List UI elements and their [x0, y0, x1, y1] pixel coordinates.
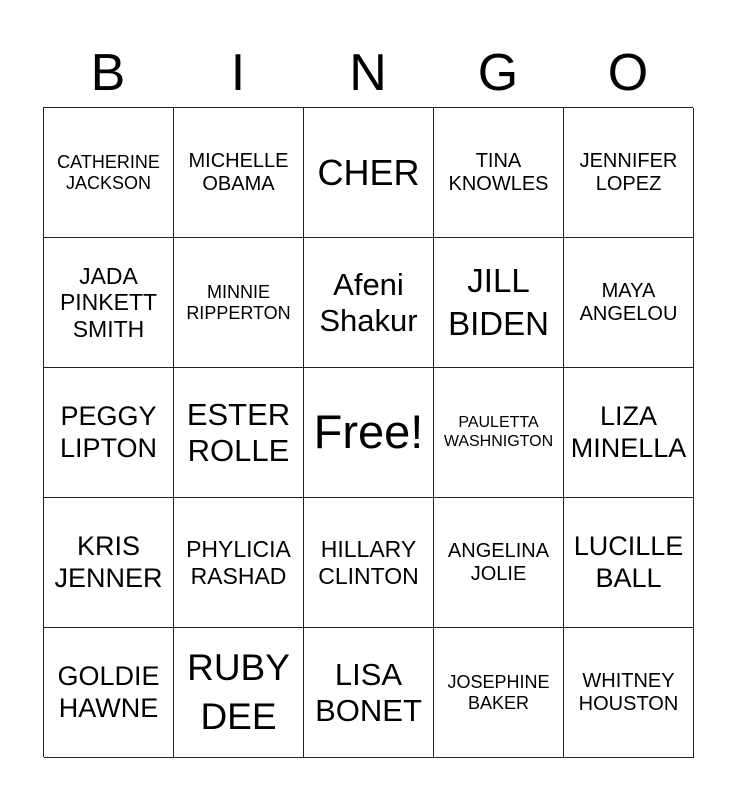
cell-label: HILLARY CLINTON — [318, 536, 419, 589]
bingo-cell-r5c1[interactable] — [44, 628, 174, 758]
bingo-cell-free[interactable] — [304, 368, 434, 498]
bingo-cell-r5c2[interactable] — [174, 628, 304, 758]
cell-label: PAULETTA WASHNIGTON — [443, 414, 554, 450]
bingo-cell-r5c5[interactable] — [564, 628, 694, 758]
cell-label: JOSEPHINE BAKER — [447, 671, 550, 713]
bingo-cell-r3c5[interactable] — [564, 368, 694, 498]
bingo-cell-r3c1[interactable] — [44, 368, 174, 498]
bingo-cell-r2c5[interactable] — [564, 238, 694, 368]
header-letter-g: G — [477, 44, 519, 102]
bingo-cell-r2c2[interactable] — [174, 238, 304, 368]
cell-label: KRIS JENNER — [54, 531, 163, 593]
cell-label: JADA PINKETT SMITH — [59, 262, 158, 342]
cell-label: LIZA MINELLA — [570, 401, 687, 463]
bingo-cell-r4c2[interactable] — [174, 498, 304, 628]
bingo-cell-r1c2[interactable] — [174, 108, 304, 238]
header-letter-n: N — [349, 44, 387, 102]
bingo-cell-r4c3[interactable] — [304, 498, 434, 628]
bingo-cell-r3c2[interactable] — [174, 368, 304, 498]
cell-label: ANGELINA JOLIE — [447, 539, 550, 585]
bingo-cell-r1c4[interactable] — [434, 108, 564, 238]
cell-label: TINA KNOWLES — [448, 149, 549, 195]
header-letter-o: O — [607, 44, 649, 102]
header-letter-b: B — [90, 44, 126, 102]
bingo-cell-r4c5[interactable] — [564, 498, 694, 628]
bingo-cell-r2c4[interactable] — [434, 238, 564, 368]
cell-label: WHITNEY HOUSTON — [578, 669, 679, 715]
free-space-label: Free! — [313, 405, 424, 459]
cell-label: LUCILLE BALL — [573, 531, 684, 593]
bingo-cell-r3c4[interactable] — [434, 368, 564, 498]
bingo-cell-r4c1[interactable] — [44, 498, 174, 628]
cell-label: LISA BONET — [315, 656, 422, 728]
cell-label: GOLDIE HAWNE — [57, 661, 160, 723]
cell-label: JENNIFER LOPEZ — [579, 149, 678, 195]
bingo-header — [43, 38, 693, 108]
cell-label: RUBY DEE — [187, 647, 290, 737]
cell-label: MAYA ANGELOU — [579, 279, 678, 325]
bingo-cell-r4c4[interactable] — [434, 498, 564, 628]
cell-label: Afeni Shakur — [319, 266, 418, 338]
bingo-cell-r1c5[interactable] — [564, 108, 694, 238]
bingo-cell-r2c1[interactable] — [44, 238, 174, 368]
bingo-board — [43, 107, 693, 757]
bingo-cell-r5c3[interactable] — [304, 628, 434, 758]
cell-label: PHYLICIA RASHAD — [186, 536, 291, 589]
bingo-cell-r5c4[interactable] — [434, 628, 564, 758]
bingo-cell-r2c3[interactable] — [304, 238, 434, 368]
cell-label: PEGGY LIPTON — [59, 401, 158, 463]
bingo-cell-r1c3[interactable] — [304, 108, 434, 238]
cell-label: CHER — [317, 151, 420, 193]
cell-label: MICHELLE OBAMA — [188, 149, 289, 195]
cell-label: MINNIE RIPPERTON — [186, 281, 291, 323]
cell-label: ESTER ROLLE — [186, 396, 291, 468]
cell-label: CATHERINE JACKSON — [57, 151, 160, 193]
cell-label: JILL BIDEN — [448, 261, 549, 342]
bingo-cell-r1c1[interactable] — [44, 108, 174, 238]
header-letter-i: I — [230, 44, 246, 102]
